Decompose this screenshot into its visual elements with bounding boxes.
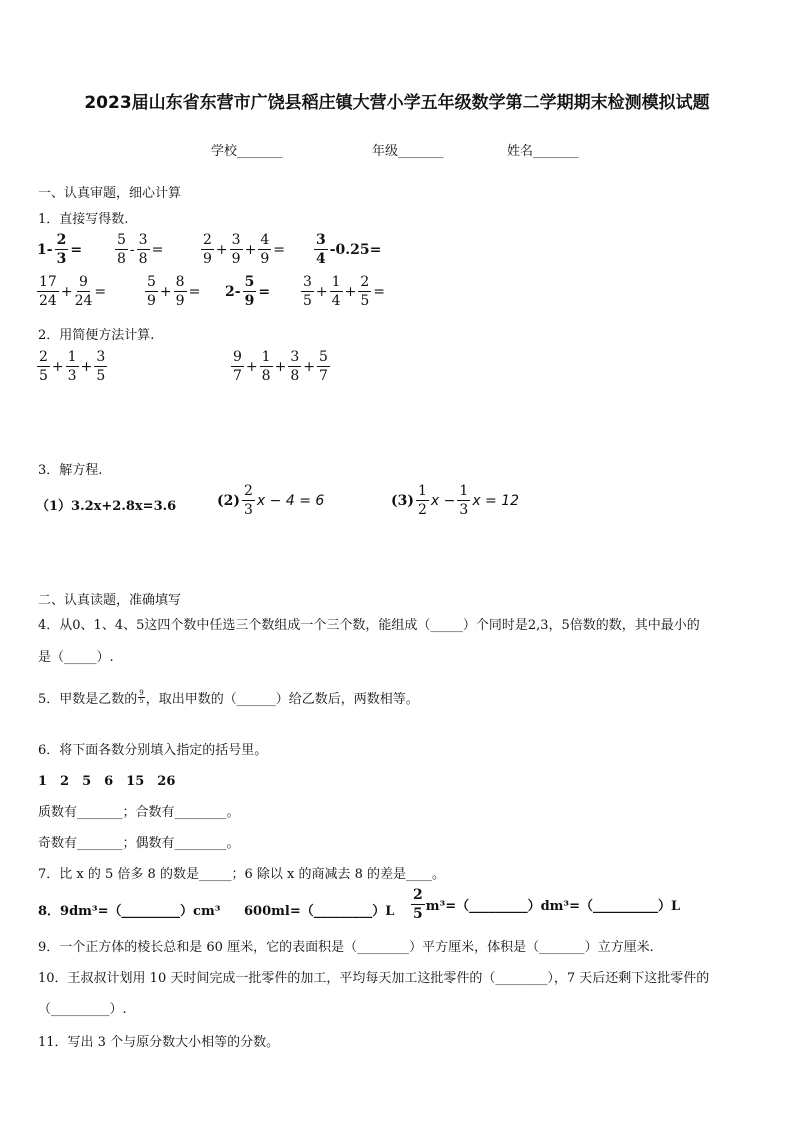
numerator: 5 — [147, 274, 156, 290]
operator: + — [51, 358, 64, 375]
q5-line — [38, 688, 419, 707]
q1-expr-1 — [36, 233, 83, 266]
equals: = — [188, 283, 201, 300]
fraction — [330, 275, 343, 308]
numerator: 1 — [261, 349, 271, 365]
denominator: 9 — [175, 293, 185, 309]
fraction — [314, 233, 328, 266]
numerator: 4 — [260, 232, 270, 248]
fraction — [231, 350, 244, 383]
numerator: 3 — [231, 232, 241, 248]
fraction — [174, 275, 187, 308]
denominator: 7 — [233, 368, 242, 384]
q7-line: 7．比 x 的 5 倍多 8 的数是_____；6 除以 x 的商减去 8 的差是____。 — [38, 867, 445, 882]
denominator: 5 — [39, 368, 48, 384]
operator: + — [303, 358, 315, 375]
numerator: 3 — [316, 232, 326, 248]
equation-rest: x = 12 — [472, 492, 520, 509]
denominator: 3 — [459, 502, 469, 518]
numerator: 3 — [290, 349, 300, 365]
q1-expr-8 — [300, 275, 386, 308]
denominator: 24 — [39, 293, 57, 309]
denominator: 3 — [56, 251, 67, 267]
denominator: 9 — [203, 251, 212, 267]
q6-label: 6．将下面各数分别填入指定的括号里。 — [38, 743, 268, 758]
fraction — [37, 350, 50, 383]
q6-line-1: 质数有_______；合数有________。 — [38, 805, 240, 820]
denominator: 5 — [96, 368, 106, 384]
q9-line: 9．一个正方体的棱长总和是 60 厘米，它的表面积是（________）平方厘米，体积是（_______）立方厘米. — [38, 940, 654, 955]
q1-expr-3 — [200, 233, 286, 266]
q3-equation-1: （1）3.2x+2.8x=3.6 — [36, 499, 177, 514]
q1-expr-7 — [224, 275, 271, 308]
equals: = — [373, 283, 385, 300]
q8-part-1: 8．9dm³=（_________）cm³ — [38, 904, 221, 919]
denominator: 5 — [139, 697, 144, 705]
denominator: 9 — [147, 293, 156, 309]
q8-part-2: 600ml=（_________）L — [244, 904, 395, 919]
q8-part-3-text: m³=（_________）dm³=（__________）L — [425, 899, 681, 914]
numerator: 1 — [67, 349, 77, 365]
equation-number: (2) — [217, 492, 240, 509]
fraction — [137, 233, 150, 266]
expr-prefix: 1- — [37, 241, 53, 258]
q5-suffix: ，取出甲数的（______）给乙数后，两数相等。 — [145, 692, 419, 707]
denominator: 7 — [318, 368, 328, 384]
denominator: 5 — [413, 906, 423, 922]
q10-line-1: 10．王叔叔计划用 10 天时间完成一批零件的加工，平均每天加工这批零件的（________），7 天后还剩下这批零件的 — [38, 971, 710, 986]
numerator: 1 — [418, 483, 427, 499]
fraction — [243, 275, 257, 308]
fraction — [258, 233, 271, 266]
q4-line-1: 4．从0、1、4、5这四个数中任选三个数组成一个三个数，能组成（_____）个同时是2,3，5倍数的数，其中最小的 — [38, 618, 700, 633]
fraction — [416, 484, 429, 517]
denominator: 24 — [74, 293, 93, 309]
numerator: 9 — [233, 349, 242, 365]
fraction — [230, 233, 243, 266]
fraction — [288, 350, 301, 383]
q2-label: 2．用简便方法计算. — [38, 328, 155, 343]
operator: + — [215, 241, 228, 258]
numerator: 3 — [96, 349, 106, 365]
q3-equation-2 — [216, 484, 325, 517]
denominator: 5 — [303, 293, 312, 309]
equals: = — [94, 283, 107, 300]
fraction — [301, 275, 314, 308]
section-2-heading: 二、认真读题，准确填写 — [38, 593, 182, 608]
q4-line-2: 是（_____）. — [38, 650, 114, 665]
name-field[interactable]: 姓名_______ — [507, 144, 579, 159]
denominator: 4 — [316, 251, 326, 267]
numerator: 5 — [244, 274, 255, 290]
fraction — [358, 275, 371, 308]
denominator: 8 — [117, 251, 126, 267]
fraction — [260, 350, 273, 383]
denominator: 5 — [360, 293, 370, 309]
fraction — [457, 484, 470, 517]
numerator: 9 — [139, 689, 144, 697]
fraction — [411, 888, 425, 921]
equals: = — [70, 241, 83, 258]
q11-line: 11．写出 3 个与原分数大小相等的分数。 — [38, 1035, 280, 1050]
grade-field[interactable]: 年级_______ — [372, 144, 444, 159]
fraction — [75, 275, 93, 308]
q1-expr-2 — [114, 233, 164, 266]
fraction — [138, 690, 144, 705]
numerator: 2 — [203, 232, 212, 248]
numerator: 2 — [413, 887, 423, 903]
numerator: 1 — [459, 483, 469, 499]
denominator: 3 — [244, 502, 253, 518]
operator: + — [244, 241, 257, 258]
numerator: 2 — [56, 232, 67, 248]
q8-part-3 — [410, 888, 680, 921]
denominator: 9 — [260, 251, 270, 267]
fraction — [201, 233, 214, 266]
equals: = — [258, 283, 271, 300]
q3-label: 3．解方程. — [38, 463, 103, 478]
denominator: 4 — [331, 293, 341, 309]
school-field[interactable]: 学校_______ — [211, 144, 283, 159]
numerator: 9 — [79, 274, 88, 290]
fraction — [55, 233, 69, 266]
fraction — [242, 484, 255, 517]
expr-suffix: -0.25= — [329, 241, 382, 258]
q1-expr-6 — [144, 275, 201, 308]
operator: - — [129, 241, 135, 258]
fraction — [145, 275, 158, 308]
q1-label: 1．直接写得数. — [38, 212, 129, 227]
denominator: 9 — [244, 293, 255, 309]
q2-expr-1 — [36, 350, 108, 383]
q10-line-2: （_________）. — [38, 1002, 127, 1017]
denominator: 9 — [231, 251, 241, 267]
operator: + — [344, 283, 357, 300]
equation-rest: x − 4 = 6 — [256, 492, 325, 509]
numerator: 8 — [175, 274, 185, 290]
denominator: 8 — [290, 368, 300, 384]
q2-expr-2 — [230, 350, 331, 383]
operator: + — [245, 358, 258, 375]
operator: + — [60, 283, 73, 300]
numerator: 1 — [331, 274, 341, 290]
equation-number: (3) — [391, 492, 414, 509]
fraction — [317, 350, 330, 383]
denominator: 3 — [67, 368, 77, 384]
operator: + — [274, 358, 287, 375]
fraction — [94, 350, 107, 383]
operator: + — [80, 358, 93, 375]
fraction — [66, 350, 79, 383]
denominator: 2 — [418, 502, 427, 518]
numerator: 3 — [138, 232, 148, 248]
q3-equation-3 — [390, 484, 520, 517]
page-title: 2023届山东省东营市广饶县稻庄镇大营小学五年级数学第二学期期末检测模拟试题 — [84, 93, 710, 113]
numerator: 5 — [117, 232, 126, 248]
numerator: 17 — [39, 274, 57, 290]
equals: = — [273, 241, 285, 258]
operator: + — [159, 283, 172, 300]
equation-mid: x − — [430, 492, 456, 509]
fraction — [37, 275, 59, 308]
operator: + — [315, 283, 328, 300]
numerator: 5 — [318, 349, 328, 365]
numerator: 2 — [39, 349, 48, 365]
numerator: 2 — [360, 274, 370, 290]
q1-expr-4 — [313, 233, 382, 266]
numerator: 2 — [244, 483, 253, 499]
q5-prefix: 5．甲数是乙数的 — [38, 692, 138, 707]
numerator: 3 — [303, 274, 312, 290]
denominator: 8 — [261, 368, 271, 384]
fraction — [115, 233, 128, 266]
q6-line-2: 奇数有_______；偶数有________。 — [38, 836, 240, 851]
q6-numbers: 1 2 5 6 15 26 — [38, 774, 176, 789]
expr-prefix: 2- — [225, 283, 241, 300]
section-1-heading: 一、认真审题，细心计算 — [38, 186, 182, 201]
q1-expr-5 — [36, 275, 107, 308]
equals: = — [151, 241, 164, 258]
denominator: 8 — [138, 251, 148, 267]
